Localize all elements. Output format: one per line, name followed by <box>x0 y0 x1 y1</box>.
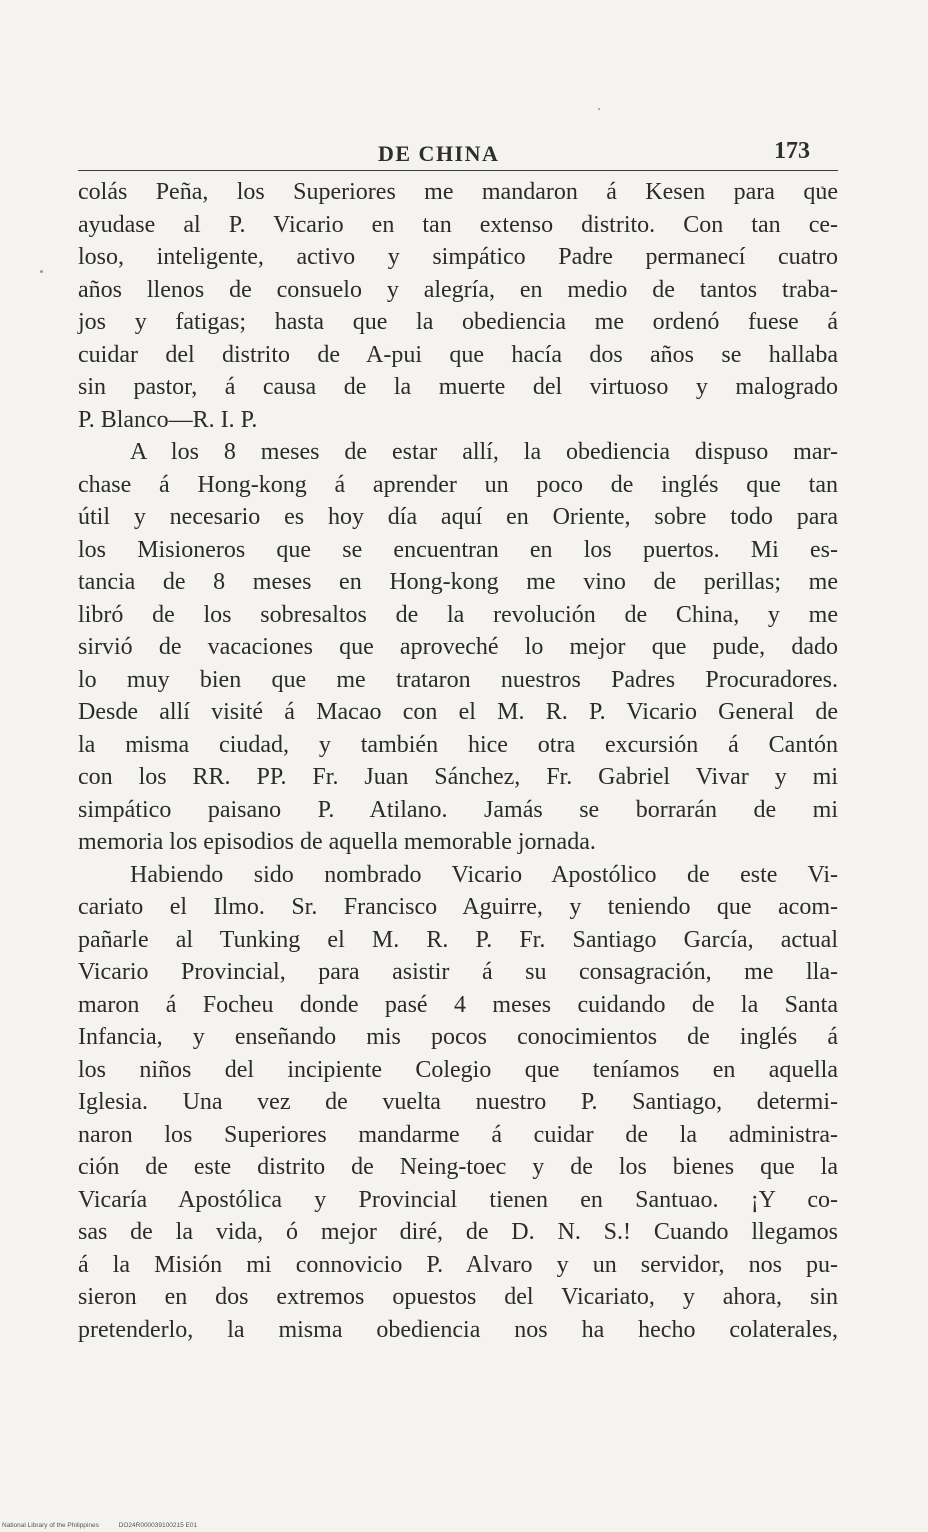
text-line: pañarle al Tunking el M. R. P. Fr. Santiago García, actual <box>78 926 838 953</box>
text-line: los niños del incipiente Colegio que teníamos en aquella <box>78 1056 838 1083</box>
text-line: jos y fatigas; hasta que la obediencia me ordenó fuese á <box>78 309 838 335</box>
text-line: tancia de 8 meses en Hong-kong me vino de perillas; me <box>78 569 838 595</box>
library-credit: National Library of the Philippines <box>2 1522 99 1529</box>
text-line: cuidar del distrito de A-pui que hacía dos años se hallaba <box>78 341 838 368</box>
text-line: Vicaría Apostólica y Provincial tienen en Santuao. ¡Y co- <box>78 1186 838 1213</box>
text-line: sirvió de vacaciones que aproveché lo mejor que pude, dado <box>78 634 838 660</box>
text-line: ayudase al P. Vicario en tan extenso distrito. Con tan ce- <box>78 211 838 238</box>
text-line: pretenderlo, la misma obediencia nos ha hecho colaterales, <box>78 1316 838 1343</box>
text-line: Habiendo sido nombrado Vicario Apostólico de este Vi- <box>130 861 838 888</box>
text-line: lo muy bien que me trataron nuestros Padres Procuradores. <box>78 666 838 693</box>
text-line: simpático paisano P. Atilano. Jamás se borrarán de mi <box>78 796 838 823</box>
paragraph-2 <box>78 436 838 859</box>
text-line: los Misioneros que se encuentran en los puertos. Mi es- <box>78 536 838 563</box>
paragraph-3 <box>78 859 838 1347</box>
page-number: 173 <box>774 138 810 164</box>
page-header <box>78 136 838 171</box>
text-line: naron los Superiores mandarme á cuidar de la administra- <box>78 1121 838 1148</box>
text-line: años llenos de consuelo y alegría, en medio de tantos traba- <box>78 276 838 303</box>
text-line: la misma ciudad, y también hice otra excursión á Cantón <box>78 731 838 758</box>
text-line: ción de este distrito de Neing-toec y de los bienes que la <box>78 1154 838 1180</box>
paragraph-1 <box>78 176 838 436</box>
text-line: útil y necesario es hoy día aquí en Oriente, sobre todo para <box>78 504 838 530</box>
text-line: sin pastor, á causa de la muerte del virtuoso y malogrado <box>78 374 838 400</box>
text-line: cariato el Ilmo. Sr. Francisco Aguirre, y teniendo que acom- <box>78 894 838 920</box>
text-line: A los 8 meses de estar allí, la obediencia dispuso mar- <box>130 439 838 465</box>
text-line: Vicario Provincial, para asistir á su consagración, me lla- <box>78 959 838 985</box>
text-line: loso, inteligente, activo y simpático Padre permanecí cuatro <box>78 244 838 270</box>
body-text <box>78 176 838 1346</box>
paper-speck <box>598 108 600 110</box>
text-line: Iglesia. Una vez de vuelta nuestro P. Santiago, determi- <box>78 1089 838 1115</box>
text-line: Infancia, y enseñando mis pocos conocimientos de inglés á <box>78 1024 838 1050</box>
text-line: sas de la vida, ó mejor diré, de D. N. S.! Cuando llegamos <box>78 1219 838 1245</box>
text-line: con los RR. PP. Fr. Juan Sánchez, Fr. Gabriel Vivar y mi <box>78 764 838 790</box>
text-line: memoria los episodios de aquella memorable jornada. <box>78 829 596 855</box>
text-line: libró de los sobresaltos de la revolución de China, y me <box>78 601 838 628</box>
scan-footer <box>2 1522 215 1529</box>
scan-identifier: DO24R000039100215 E01 <box>118 1522 198 1529</box>
paper-speck <box>40 270 43 273</box>
text-line: Desde allí visité á Macao con el M. R. P. Vicario General de <box>78 699 838 725</box>
text-line: á la Misión mi connovicio P. Alvaro y un servidor, nos pu- <box>78 1251 838 1278</box>
text-line: sieron en dos extremos opuestos del Vicariato, y ahora, sin <box>78 1284 838 1310</box>
running-title: DE CHINA <box>378 141 500 166</box>
text-line: chase á Hong-kong á aprender un poco de inglés que tan <box>78 471 838 498</box>
text-line: colás Peña, los Superiores me mandaron á Kesen para que <box>78 179 838 205</box>
text-line: maron á Focheu donde pasé 4 meses cuidando de la Santa <box>78 991 838 1018</box>
text-line: P. Blanco—R. I. P. <box>78 406 258 433</box>
